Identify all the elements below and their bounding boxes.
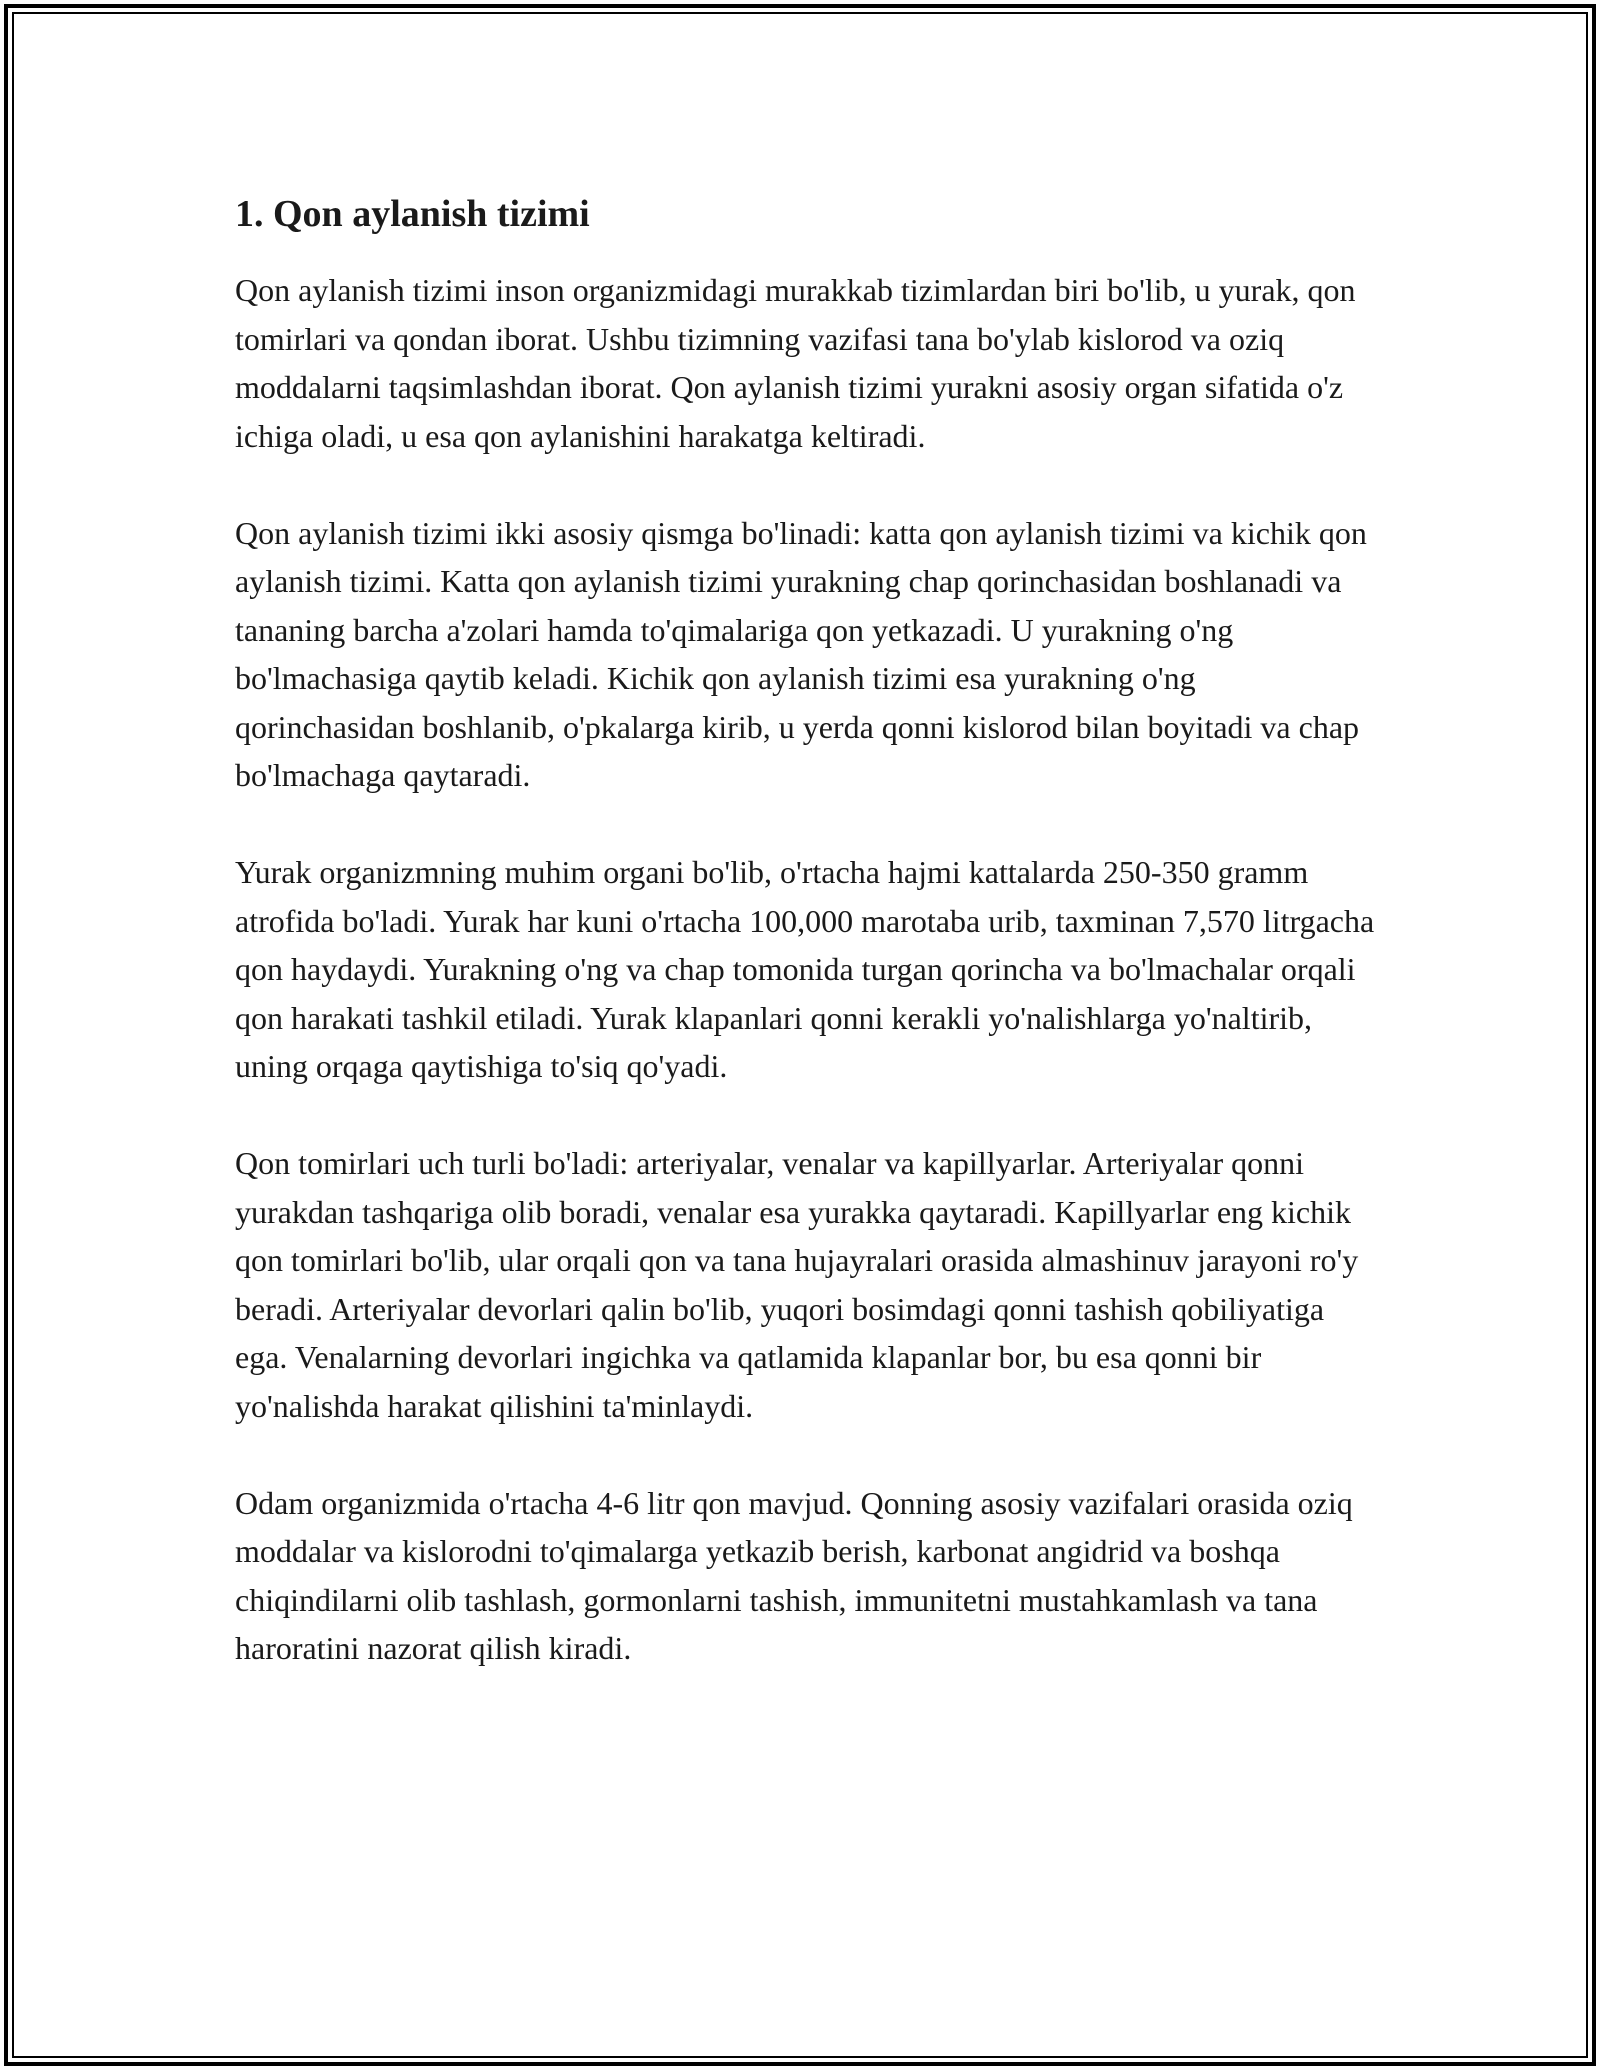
paragraph-2: Qon aylanish tizimi ikki asosiy qismga bo'linadi: katta qon aylanish tizimi va kichik qon aylanish tizimi. Katta qon aylanish tizimi yurakning chap qorinchasidan boshlanadi va tananing barcha a'zolari hamda to'qimalariga qon yetkazadi. U yurakning o'ng bo'lmachasiga qaytib keladi. Kichik qon aylanish tizimi esa yurakning o'ng qorinchasidan boshlanib, o'pkalarga kirib, u yerda qonni kislorod bilan boyitadi va chap bo'lmachaga qaytaradi. [235,514,1367,793]
paragraph-5: Odam organizmida o'rtacha 4-6 litr qon mavjud. Qonning asosiy vazifalari orasida oziq moddalar va kislorodni to'qimalarga yetkazib berish, karbonat angidrid va boshqa chiqindilarni olib tashlash, gormonlarni tashish, immunitetni mustahkamlash va tana haroratini nazorat qilish kiradi. [235,1484,1353,1666]
section-title: 1. Qon aylanish tizimi [235,193,590,235]
paragraph-1: Qon aylanish tizimi inson organizmidagi murakkab tizimlardan biri bo'lib, u yurak, qon tomirlari va qondan iborat. Ushbu tizimning vazifasi tana bo'ylab kislorod va oziq moddalarni taqsimlashdan iborat. Qon aylanish tizimi yurakni asosiy organ sifatida o'z ichiga oladi, u esa qon aylanishini harakatga keltiradi. [235,272,1356,454]
paragraph-3: Yurak organizmning muhim organi bo'lib, o'rtacha hajmi kattalarda 250-350 gramm atrofida bo'ladi. Yurak har kuni o'rtacha 100,000 marotaba urib, taxminan 7,570 litrgacha qon haydaydi. Yurakning o'ng va chap tomonida turgan qorincha va bo'lmachalar orqali qon harakati tashkil etiladi. Yurak klapanlari qonni kerakli yo'nalishlarga yo'naltirib, uning orqaga qaytishiga to'siq qo'yadi. [235,854,1375,1084]
document-body [235,188,1375,1721]
paragraph-4: Qon tomirlari uch turli bo'ladi: arteriyalar, venalar va kapillyarlar. Arteriyalar qonni yurakdan tashqariga olib boradi, venalar esa yurakka qaytaradi. Kapillyarlar eng kichik qon tomirlari bo'lib, ular orqali qon va tana hujayralari orasida almashinuv jarayoni ro'y beradi. Arteriyalar devorlari qalin bo'lib, yuqori bosimdagi qonni tashish qobiliyatiga ega. Venalarning devorlari ingichka va qatlamida klapanlar bor, bu esa qonni bir yo'nalishda harakat qilishini ta'minlaydi. [235,1145,1359,1424]
